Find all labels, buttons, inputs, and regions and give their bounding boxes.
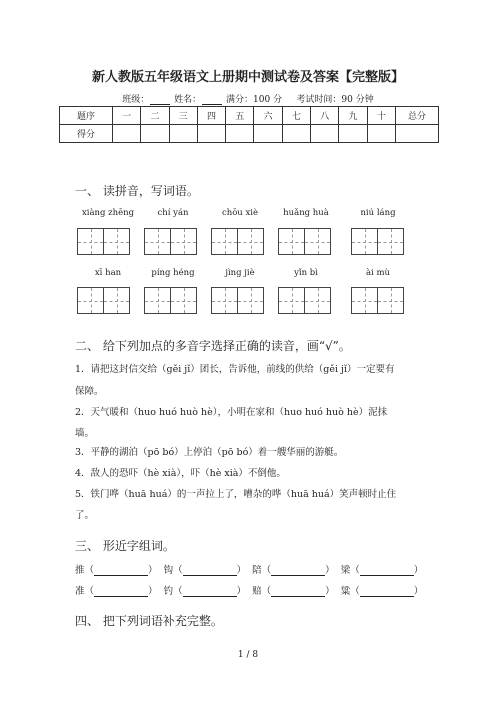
answer-blank[interactable] [360,586,414,597]
char-label: 梁（ [340,565,360,576]
pinyin: huǎng huà [283,208,329,218]
name-label: 姓名： [174,95,202,105]
paren: ） [148,586,158,597]
writing-grid[interactable] [144,228,197,255]
paren: ） [325,565,335,576]
section1-heading: 一、 读拼音，写词语。 [75,184,199,198]
pinyin: chí yán [157,208,189,218]
score-cell[interactable] [141,125,169,143]
paren: ） [325,586,335,597]
question-line: 5．铁门哗（huā huá）的一声拉上了，嘈杂的哗（huā huá）笑声顿时止住 [75,489,397,500]
header-cell: 九 [339,107,367,125]
char-label: 钓（ [163,586,183,597]
section2-heading: 二、 给下列加点的多音字选择正确的读音，画“√”。 [75,339,351,353]
score-table [59,106,439,143]
pinyin: jìng jiè [225,268,255,278]
score-cell[interactable] [169,125,197,143]
full-score: 满分：100 分 [226,95,283,105]
answer-blank[interactable] [94,565,148,576]
exam-info [0,92,496,105]
char-label: 陪（ [252,565,272,576]
section4-heading: 四、 把下列词语补充完整。 [75,614,223,628]
score-cell[interactable] [339,125,367,143]
exam-time: 考试时间：90 分钟 [296,95,374,105]
header-cell: 六 [254,107,282,125]
writing-grid[interactable] [278,228,331,255]
question-line: 墙。 [75,428,95,439]
header-cell: 四 [197,107,225,125]
question-line: 3．平静的湖泊（pō bó）上停泊（pō bó）着一艘华丽的游艇。 [75,447,344,458]
paren: ） [236,586,247,597]
pinyin: yǐn bì [294,268,318,278]
score-cell[interactable] [197,125,225,143]
writing-grid[interactable] [144,287,197,314]
score-cell[interactable] [226,125,254,143]
word-group-row [75,583,423,597]
score-cell[interactable] [282,125,310,143]
header-cell: 五 [226,107,254,125]
page-number: 1 / 8 [237,650,259,660]
header-cell: 七 [282,107,310,125]
pinyin: chōu xiè [221,208,259,218]
header-cell: 十 [367,107,395,125]
pinyin: ài mù [365,268,391,278]
pinyin: xiàng zhēng [81,208,135,218]
header-cell: 题序 [60,107,113,125]
answer-blank[interactable] [183,586,237,597]
answer-blank[interactable] [183,565,237,576]
char-label: 钩（ [163,565,183,576]
question-line: 4．敌人的恐吓（hè xià），吓（hè xià）不倒他。 [75,468,286,479]
answer-blank[interactable] [271,586,325,597]
score-cell[interactable] [254,125,282,143]
paren: ） [413,565,424,576]
question-line: 了。 [75,510,95,521]
header-cell: 二 [141,107,169,125]
name-blank [202,95,222,105]
answer-blank[interactable] [271,565,325,576]
word-group-row [75,562,423,576]
score-header-row [60,107,439,125]
question-line: 1．请把这封信交给（gěi jǐ）团长，告诉他，前线的供给（gěi jǐ）一定要有 [75,364,395,375]
question-line: 保障。 [75,386,104,397]
section3-heading: 三、 形近字组词。 [75,539,175,553]
pinyin: píng héng [151,268,195,278]
answer-blank[interactable] [94,586,148,597]
writing-grid[interactable] [77,228,130,255]
writing-grid[interactable] [211,228,264,255]
writing-grid[interactable] [211,287,264,314]
char-label: 粱（ [340,586,360,597]
pinyin: niú láng [360,208,396,218]
header-cell: 一 [113,107,141,125]
writing-grid[interactable] [351,287,404,314]
pinyin: xī han [94,268,122,278]
score-cell[interactable] [396,125,439,143]
paren: ） [148,565,158,576]
answer-blank[interactable] [360,565,414,576]
writing-grid[interactable] [77,287,130,314]
header-cell: 八 [311,107,339,125]
char-label: 赔（ [252,586,272,597]
char-label: 推（ [75,565,95,576]
class-blank [150,95,170,105]
score-cell[interactable] [367,125,395,143]
header-cell: 总分 [396,107,439,125]
question-line: 2．天气暖和（huo huó huò hè），小明在家和（huo huó huò hè）泥抹 [75,407,388,418]
score-row-label: 得分 [60,125,113,143]
page-title: 新人教版五年级语文上册期中测试卷及答案【完整版】 [91,70,404,85]
paren: ） [413,586,424,597]
score-cell[interactable] [311,125,339,143]
writing-grid[interactable] [351,228,404,255]
paren: ） [236,565,247,576]
score-row [60,125,439,143]
writing-grid[interactable] [278,287,331,314]
class-label: 班级： [122,95,150,105]
score-cell[interactable] [113,125,141,143]
header-cell: 三 [169,107,197,125]
char-label: 准（ [75,586,95,597]
